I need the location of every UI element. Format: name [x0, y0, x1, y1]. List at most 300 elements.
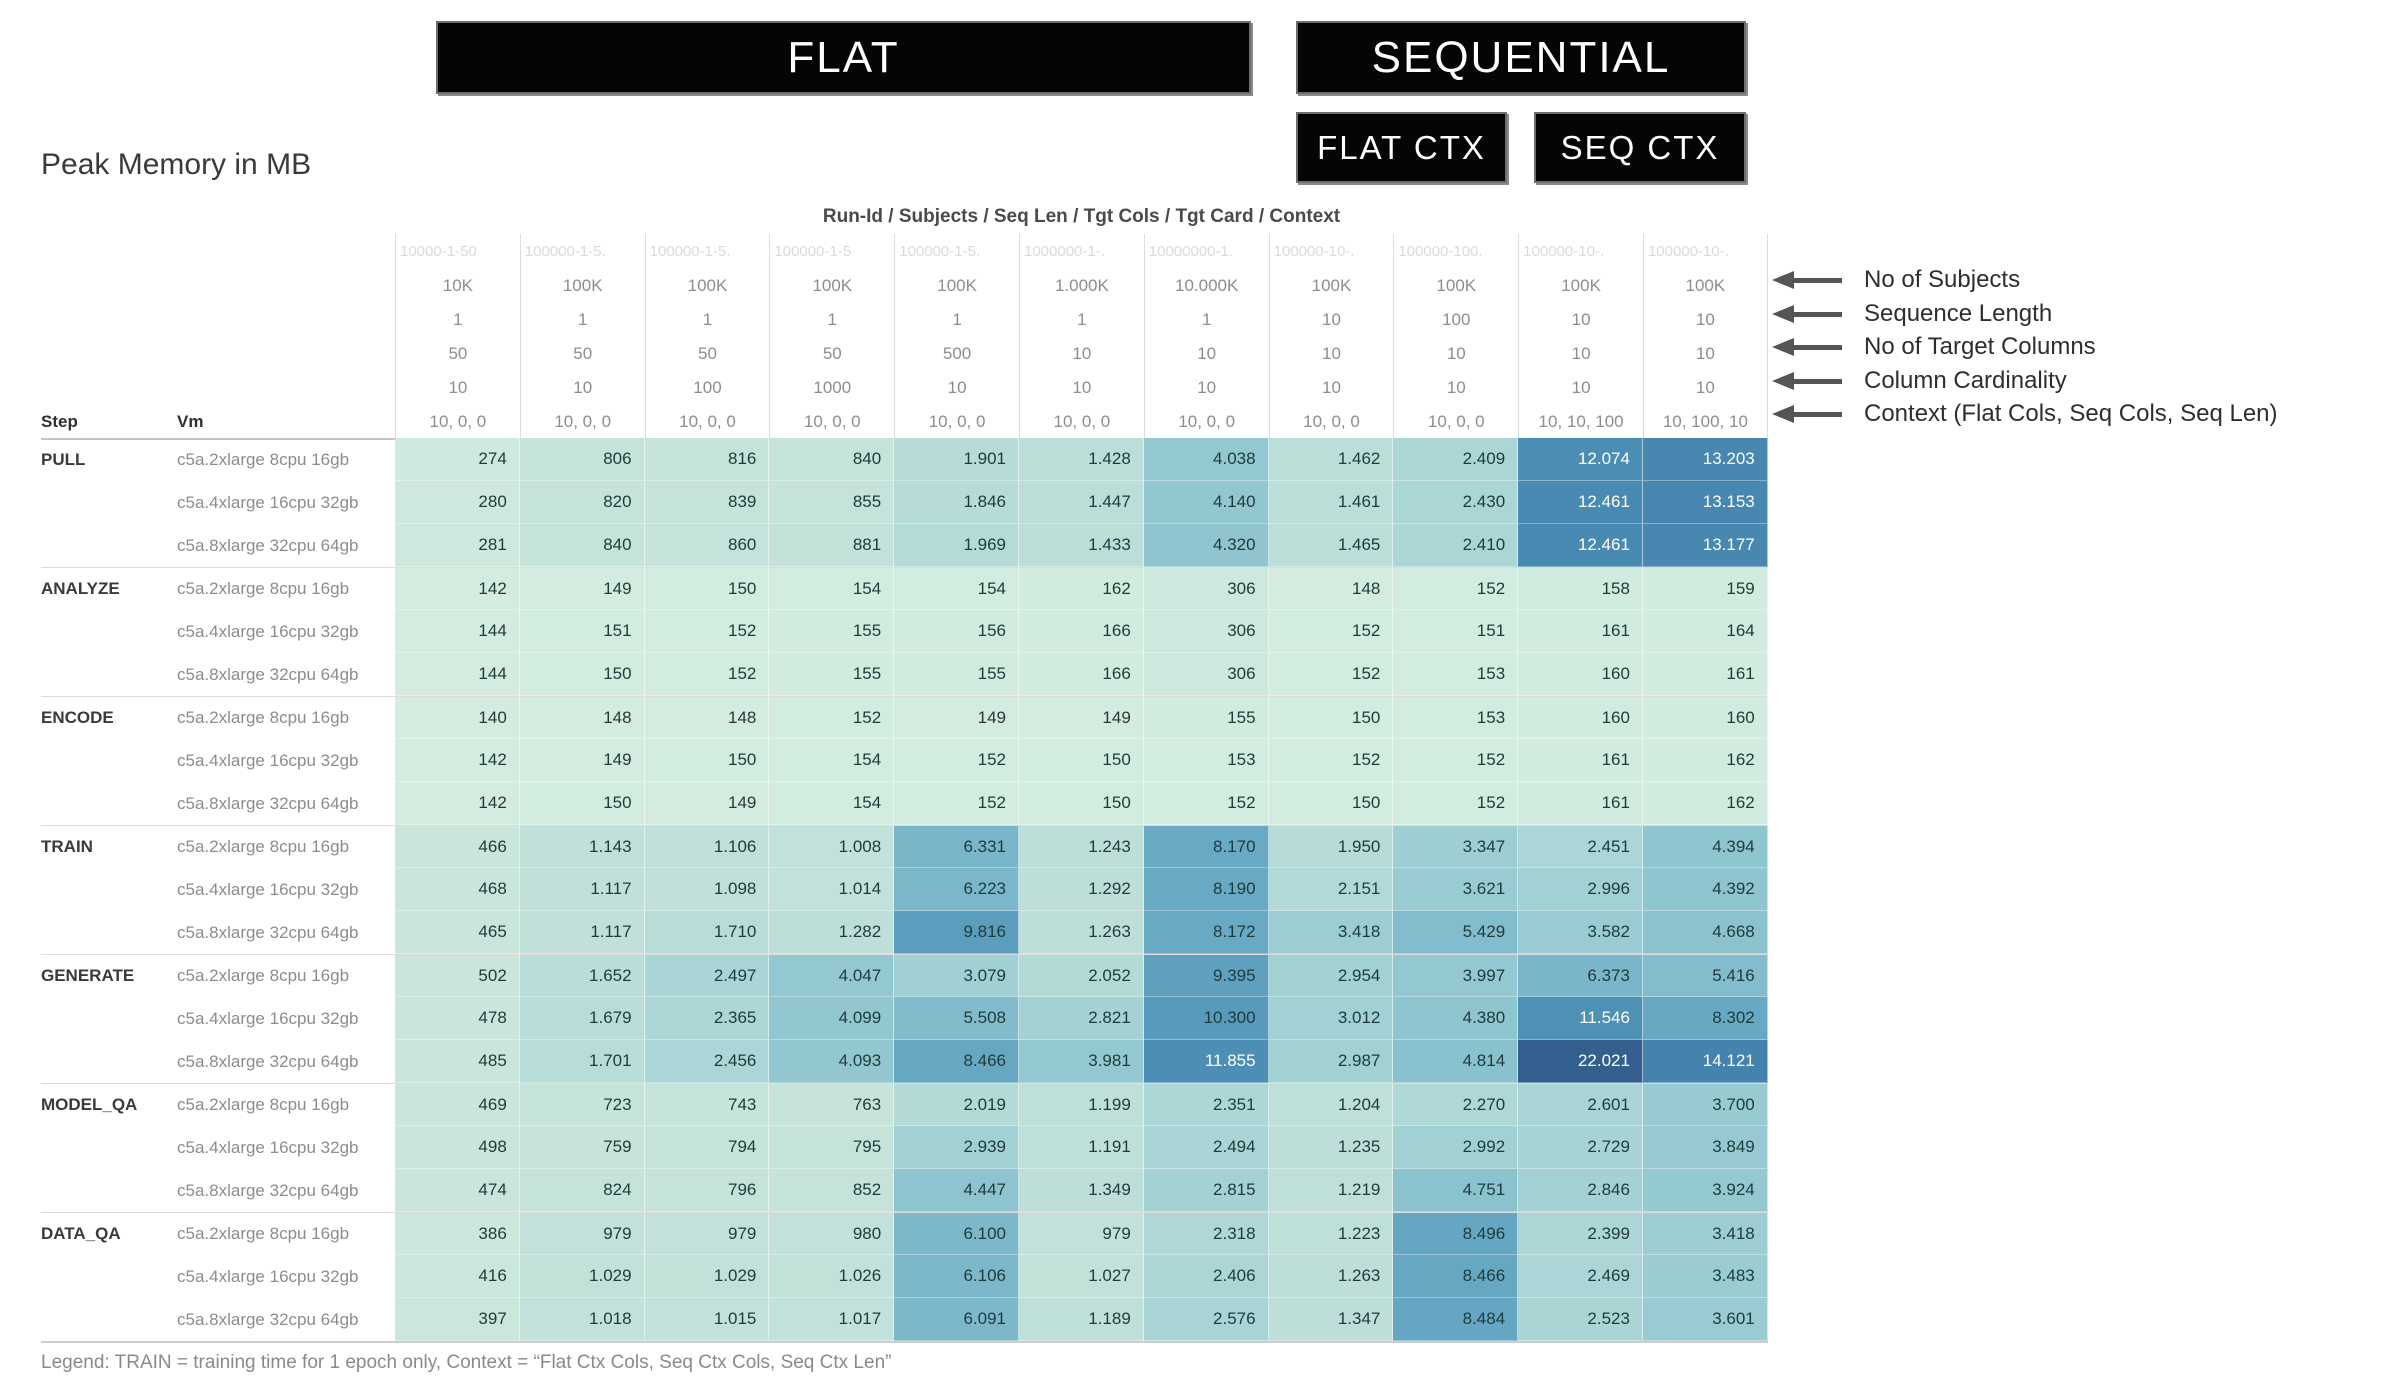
vm-cell: c5a.8xlarge 32cpu 64gb	[177, 664, 359, 684]
value-cell: 1.191	[1019, 1126, 1144, 1169]
value-cell: 2.846	[1518, 1169, 1643, 1212]
value-cell: 1.950	[1269, 825, 1394, 868]
value-cell: 1.710	[645, 911, 770, 954]
value-cell: 5.416	[1643, 954, 1768, 997]
value-cell: 763	[769, 1083, 894, 1126]
value-cell: 152	[1269, 610, 1394, 653]
header-tgt-cols: 10	[1446, 344, 1466, 363]
value-cell: 840	[520, 524, 645, 567]
header-tgt-card: 10	[947, 378, 967, 397]
header-subjects: 100K	[1685, 276, 1726, 295]
header-tgt-cols: 50	[573, 344, 593, 363]
header-context: 10, 0, 0	[679, 411, 736, 431]
header-subjects: 100K	[1311, 276, 1352, 295]
value-cell: 3.997	[1393, 954, 1518, 997]
value-cell: 4.814	[1393, 1040, 1518, 1083]
value-cell: 148	[520, 696, 645, 739]
value-cell: 152	[1393, 567, 1518, 610]
value-cell: 161	[1518, 610, 1643, 653]
value-cell: 485	[395, 1040, 520, 1083]
header-tgt-cols: 50	[448, 344, 468, 363]
left-arrow-icon	[1772, 372, 1794, 390]
value-cell: 2.576	[1144, 1298, 1269, 1341]
value-cell: 1.349	[1019, 1169, 1144, 1212]
value-cell: 2.996	[1518, 868, 1643, 911]
value-cell: 4.380	[1393, 997, 1518, 1040]
step-cell	[41, 1040, 177, 1083]
value-cell: 9.395	[1144, 954, 1269, 997]
header-tgt-cols: 10	[1695, 344, 1715, 363]
value-cell: 397	[395, 1298, 520, 1341]
value-cell: 1.008	[769, 825, 894, 868]
header-column	[1643, 234, 1768, 438]
value-cell: 150	[1019, 782, 1144, 825]
value-cell: 824	[520, 1169, 645, 1212]
value-cell: 1.263	[1019, 911, 1144, 954]
header-subjects: 1.000K	[1054, 276, 1109, 295]
value-cell: 3.418	[1643, 1212, 1768, 1255]
value-cell: 162	[1643, 782, 1768, 825]
header-column	[1518, 234, 1643, 438]
value-cell: 743	[645, 1083, 770, 1126]
value-cell: 478	[395, 997, 520, 1040]
value-cell: 281	[395, 524, 520, 567]
value-cell: 149	[894, 696, 1019, 739]
value-cell: 2.523	[1518, 1298, 1643, 1341]
value-cell: 4.047	[769, 954, 894, 997]
value-cell: 2.409	[1393, 438, 1518, 481]
heatmap-body	[41, 438, 1768, 1343]
step-cell: ENCODE	[41, 696, 177, 739]
value-cell: 2.019	[894, 1083, 1019, 1126]
seq-ctx-banner: SEQ CTX	[1534, 112, 1746, 183]
value-cell: 144	[395, 610, 520, 653]
value-cell: 152	[1269, 739, 1394, 782]
value-cell: 4.140	[1144, 481, 1269, 524]
value-cell: 839	[645, 481, 770, 524]
value-cell: 386	[395, 1212, 520, 1255]
value-cell: 2.351	[1144, 1083, 1269, 1126]
value-cell: 13.203	[1643, 438, 1768, 481]
value-cell: 2.601	[1518, 1083, 1643, 1126]
value-cell: 152	[1269, 653, 1394, 696]
header-column	[1144, 234, 1269, 438]
value-cell: 5.429	[1393, 911, 1518, 954]
header-tgt-card: 10	[448, 378, 468, 397]
step-cell: ANALYZE	[41, 567, 177, 610]
vm-cell: c5a.2xlarge 8cpu 16gb	[177, 1212, 395, 1255]
value-cell: 158	[1518, 567, 1643, 610]
value-cell: 4.392	[1643, 868, 1768, 911]
value-cell: 820	[520, 481, 645, 524]
legend-text: Legend: TRAIN = training time for 1 epoch only, Context = “Flat Ctx Cols, Seq Ctx Cols, Seq Ctx Len”	[41, 1352, 892, 1373]
value-cell: 860	[645, 524, 770, 567]
vm-cell: c5a.8xlarge 32cpu 64gb	[177, 1180, 359, 1200]
header-subjects: 100K	[812, 276, 853, 295]
header-subjects: 10.000K	[1175, 276, 1239, 295]
left-arrow-icon	[1772, 305, 1794, 323]
value-cell: 150	[1269, 782, 1394, 825]
value-cell: 468	[395, 868, 520, 911]
value-cell: 3.582	[1518, 911, 1643, 954]
value-cell: 6.331	[894, 825, 1019, 868]
step-cell	[41, 739, 177, 782]
header-run-id: 100000-100.	[1398, 243, 1483, 260]
value-cell: 152	[645, 610, 770, 653]
left-arrow-icon	[1772, 405, 1794, 423]
value-cell: 1.219	[1269, 1169, 1394, 1212]
value-cell: 855	[769, 481, 894, 524]
value-cell: 1.447	[1019, 481, 1144, 524]
value-cell: 274	[395, 438, 520, 481]
value-cell: 1.223	[1269, 1212, 1394, 1255]
value-cell: 1.143	[520, 825, 645, 868]
vm-cell: c5a.2xlarge 8cpu 16gb	[177, 954, 395, 997]
step-cell: DATA_QA	[41, 1212, 177, 1255]
value-cell: 149	[1019, 696, 1144, 739]
value-cell: 3.418	[1269, 911, 1394, 954]
value-cell: 723	[520, 1083, 645, 1126]
value-cell: 979	[1019, 1212, 1144, 1255]
value-cell: 2.456	[645, 1040, 770, 1083]
value-cell: 306	[1144, 610, 1269, 653]
value-cell: 142	[395, 782, 520, 825]
value-cell: 8.170	[1144, 825, 1269, 868]
value-cell: 3.621	[1393, 868, 1518, 911]
value-cell: 1.292	[1019, 868, 1144, 911]
header-run-id: 100000-1-5.	[649, 243, 731, 260]
value-cell: 6.223	[894, 868, 1019, 911]
value-cell: 2.406	[1144, 1255, 1269, 1298]
value-cell: 140	[395, 696, 520, 739]
value-cell: 2.729	[1518, 1126, 1643, 1169]
step-cell: PULL	[41, 449, 86, 469]
annotation	[1772, 297, 2052, 331]
value-cell: 3.700	[1643, 1083, 1768, 1126]
value-cell: 154	[769, 567, 894, 610]
step-cell	[41, 481, 177, 524]
value-cell: 13.153	[1643, 481, 1768, 524]
value-cell: 979	[645, 1212, 770, 1255]
value-cell: 144	[395, 653, 520, 696]
header-tgt-card: 1000	[813, 378, 852, 397]
value-cell: 2.365	[645, 997, 770, 1040]
value-cell: 1.465	[1269, 524, 1394, 567]
value-cell: 4.394	[1643, 825, 1768, 868]
value-cell: 4.751	[1393, 1169, 1518, 1212]
value-cell: 306	[1144, 653, 1269, 696]
value-cell: 1.026	[769, 1255, 894, 1298]
value-cell: 12.074	[1518, 438, 1643, 481]
value-cell: 4.099	[769, 997, 894, 1040]
step-cell: GENERATE	[41, 954, 177, 997]
left-arrow-tail	[1794, 412, 1842, 417]
header-run-id: 100000-10-.	[1273, 243, 1355, 260]
value-cell: 150	[1269, 696, 1394, 739]
value-cell: 3.601	[1643, 1298, 1768, 1341]
value-cell: 796	[645, 1169, 770, 1212]
header-column	[1269, 234, 1394, 438]
value-cell: 1.117	[520, 911, 645, 954]
value-cell: 6.106	[894, 1255, 1019, 1298]
header-tgt-card: 100	[693, 378, 722, 397]
value-cell: 154	[769, 782, 894, 825]
value-cell: 1.433	[1019, 524, 1144, 567]
value-cell: 2.494	[1144, 1126, 1269, 1169]
header-column	[1019, 234, 1144, 438]
value-cell: 840	[769, 438, 894, 481]
value-cell: 156	[894, 610, 1019, 653]
value-cell: 1.428	[1019, 438, 1144, 481]
value-cell: 2.151	[1269, 868, 1394, 911]
value-cell: 150	[645, 567, 770, 610]
vm-cell: c5a.8xlarge 32cpu 64gb	[177, 793, 359, 813]
annotation-label: Sequence Length	[1864, 300, 2053, 327]
header-tgt-card: 10	[573, 378, 593, 397]
vm-cell: c5a.4xlarge 16cpu 32gb	[177, 1008, 359, 1028]
value-cell: 1.679	[520, 997, 645, 1040]
header-subjects: 10K	[442, 276, 474, 295]
value-cell: 160	[1518, 653, 1643, 696]
value-cell: 1.015	[645, 1298, 770, 1341]
value-cell: 13.177	[1643, 524, 1768, 567]
header-column	[769, 234, 894, 438]
value-cell: 152	[769, 696, 894, 739]
value-cell: 881	[769, 524, 894, 567]
value-cell: 5.508	[894, 997, 1019, 1040]
value-cell: 1.462	[1269, 438, 1394, 481]
header-context: 10, 0, 0	[1303, 411, 1360, 431]
value-cell: 154	[769, 739, 894, 782]
header-context: 10, 0, 0	[554, 411, 612, 431]
value-cell: 1.235	[1269, 1126, 1394, 1169]
vm-column-label: Vm	[177, 411, 204, 431]
value-cell: 162	[1019, 567, 1144, 610]
value-cell: 152	[1393, 782, 1518, 825]
vm-cell: c5a.4xlarge 16cpu 32gb	[177, 1266, 359, 1286]
header-tgt-cols: 500	[942, 344, 972, 363]
value-cell: 306	[1144, 567, 1269, 610]
header-run-id: 10000-1-50	[400, 243, 477, 260]
value-cell: 979	[520, 1212, 645, 1255]
header-tgt-card: 10	[1322, 378, 1341, 397]
value-cell: 3.483	[1643, 1255, 1768, 1298]
header-tgt-cols: 10	[1571, 344, 1591, 363]
value-cell: 2.939	[894, 1126, 1019, 1169]
vm-cell: c5a.8xlarge 32cpu 64gb	[177, 922, 359, 942]
step-cell	[41, 868, 177, 911]
value-cell: 1.017	[769, 1298, 894, 1341]
header-tgt-cols: 50	[698, 344, 717, 363]
value-cell: 149	[645, 782, 770, 825]
value-cell: 151	[520, 610, 645, 653]
value-cell: 8.496	[1393, 1212, 1518, 1255]
value-cell: 150	[1019, 739, 1144, 782]
value-cell: 980	[769, 1212, 894, 1255]
header-tgt-cols: 10	[1322, 344, 1341, 363]
header-run-id: 1000000-1-.	[1023, 243, 1105, 260]
header-seq-len: 1	[702, 310, 713, 329]
value-cell: 155	[1144, 696, 1269, 739]
value-cell: 12.461	[1518, 524, 1643, 567]
header-run-id: 10000000-1.	[1148, 243, 1234, 260]
vm-cell: c5a.2xlarge 8cpu 16gb	[177, 825, 395, 868]
header-tgt-card: 10	[1446, 378, 1466, 397]
vm-cell: c5a.4xlarge 16cpu 32gb	[177, 879, 359, 899]
header-tgt-cols: 10	[1197, 344, 1217, 363]
value-cell: 155	[769, 653, 894, 696]
left-arrow-tail	[1794, 278, 1842, 283]
value-cell: 8.484	[1393, 1298, 1518, 1341]
header-tgt-cols: 10	[1072, 344, 1092, 363]
value-cell: 150	[645, 739, 770, 782]
value-cell: 3.079	[894, 954, 1019, 997]
value-cell: 1.347	[1269, 1298, 1394, 1341]
value-cell: 166	[1019, 610, 1144, 653]
vm-cell: c5a.8xlarge 32cpu 64gb	[177, 1051, 359, 1071]
value-cell: 148	[645, 696, 770, 739]
header-column	[520, 234, 645, 438]
value-cell: 2.410	[1393, 524, 1518, 567]
value-cell: 1.901	[894, 438, 1019, 481]
value-cell: 3.924	[1643, 1169, 1768, 1212]
value-cell: 3.347	[1393, 825, 1518, 868]
value-cell: 11.546	[1518, 997, 1643, 1040]
value-cell: 6.100	[894, 1212, 1019, 1255]
value-cell: 6.373	[1518, 954, 1643, 997]
header-context: 10, 100, 10	[1662, 411, 1748, 431]
header-seq-len: 1	[1077, 310, 1087, 329]
vm-cell: c5a.2xlarge 8cpu 16gb	[177, 567, 395, 610]
step-cell	[41, 1255, 177, 1298]
vm-cell: c5a.2xlarge 8cpu 16gb	[177, 1083, 395, 1126]
value-cell: 160	[1518, 696, 1643, 739]
value-cell: 4.320	[1144, 524, 1269, 567]
header-context: 10, 0, 0	[803, 411, 861, 431]
annotation	[1772, 397, 2278, 431]
header-context: 10, 0, 0	[429, 411, 487, 431]
value-cell: 816	[645, 438, 770, 481]
value-cell: 155	[769, 610, 894, 653]
column-header-title: Run-Id / Subjects / Seq Len / Tgt Cols / Tgt Card / Context	[822, 206, 1341, 227]
value-cell: 6.091	[894, 1298, 1019, 1341]
header-seq-len: 100	[1442, 310, 1471, 329]
vm-cell: c5a.4xlarge 16cpu 32gb	[177, 1137, 359, 1157]
value-cell: 416	[395, 1255, 520, 1298]
value-cell: 498	[395, 1126, 520, 1169]
value-cell: 1.846	[894, 481, 1019, 524]
value-cell: 14.121	[1643, 1040, 1768, 1083]
value-cell: 150	[520, 653, 645, 696]
step-cell	[41, 1169, 177, 1212]
value-cell: 152	[894, 782, 1019, 825]
step-cell: TRAIN	[41, 825, 177, 868]
value-cell: 2.497	[645, 954, 770, 997]
value-cell: 852	[769, 1169, 894, 1212]
step-cell: MODEL_QA	[41, 1083, 177, 1126]
header-tgt-cols: 50	[822, 344, 842, 363]
header-column	[395, 234, 520, 438]
value-cell: 152	[894, 739, 1019, 782]
header-seq-len: 1	[952, 310, 962, 329]
value-cell: 1.106	[645, 825, 770, 868]
vm-cell: c5a.4xlarge 16cpu 32gb	[177, 750, 359, 770]
column-headers	[41, 234, 1768, 440]
header-seq-len: 10	[1695, 310, 1715, 329]
value-cell: 1.701	[520, 1040, 645, 1083]
left-arrow-tail	[1794, 379, 1842, 384]
header-seq-len: 10	[1571, 310, 1591, 329]
annotation	[1772, 330, 2096, 364]
value-cell: 795	[769, 1126, 894, 1169]
value-cell: 1.014	[769, 868, 894, 911]
value-cell: 4.038	[1144, 438, 1269, 481]
left-arrow-icon	[1772, 338, 1794, 356]
step-cell	[41, 610, 177, 653]
value-cell: 806	[520, 438, 645, 481]
left-arrow-tail	[1794, 345, 1842, 350]
value-cell: 2.430	[1393, 481, 1518, 524]
value-cell: 22.021	[1518, 1040, 1643, 1083]
value-cell: 2.987	[1269, 1040, 1394, 1083]
header-seq-len: 1	[1201, 310, 1212, 329]
value-cell: 152	[645, 653, 770, 696]
value-cell: 153	[1393, 696, 1518, 739]
value-cell: 1.282	[769, 911, 894, 954]
sequential-section-banner: SEQUENTIAL	[1296, 21, 1746, 94]
value-cell: 161	[1643, 653, 1768, 696]
value-cell: 2.270	[1393, 1083, 1518, 1126]
value-cell: 1.461	[1269, 481, 1394, 524]
value-cell: 155	[894, 653, 1019, 696]
value-cell: 1.243	[1019, 825, 1144, 868]
step-cell	[41, 997, 177, 1040]
annotation-label: Context (Flat Cols, Seq Cols, Seq Len)	[1864, 400, 2278, 427]
step-cell	[41, 782, 177, 825]
header-seq-len: 1	[453, 310, 463, 329]
value-cell: 1.029	[645, 1255, 770, 1298]
header-context: 10, 0, 0	[928, 411, 986, 431]
value-cell: 160	[1643, 696, 1768, 739]
value-cell: 153	[1144, 739, 1269, 782]
value-cell: 152	[1393, 739, 1518, 782]
value-cell: 161	[1518, 739, 1643, 782]
header-run-id: 100000-1-5.	[899, 243, 981, 260]
value-cell: 1.117	[520, 868, 645, 911]
value-cell: 2.451	[1518, 825, 1643, 868]
step-cell	[41, 653, 177, 696]
value-cell: 149	[520, 567, 645, 610]
value-cell: 152	[1144, 782, 1269, 825]
step-column-label: Step	[41, 411, 78, 431]
header-column	[894, 234, 1019, 438]
step-cell	[41, 524, 177, 567]
value-cell: 2.815	[1144, 1169, 1269, 1212]
value-cell: 148	[1269, 567, 1394, 610]
value-cell: 1.029	[520, 1255, 645, 1298]
value-cell: 4.447	[894, 1169, 1019, 1212]
value-cell: 4.668	[1643, 911, 1768, 954]
value-cell: 759	[520, 1126, 645, 1169]
step-cell	[41, 1298, 177, 1341]
header-context: 10, 0, 0	[1053, 411, 1111, 431]
value-cell: 1.189	[1019, 1298, 1144, 1341]
value-cell: 10.300	[1144, 997, 1269, 1040]
annotation-label: Column Cardinality	[1864, 367, 2067, 394]
header-subjects: 100K	[1436, 276, 1477, 295]
header-run-id: 100000-1-5.	[524, 243, 606, 260]
value-cell: 8.466	[1393, 1255, 1518, 1298]
